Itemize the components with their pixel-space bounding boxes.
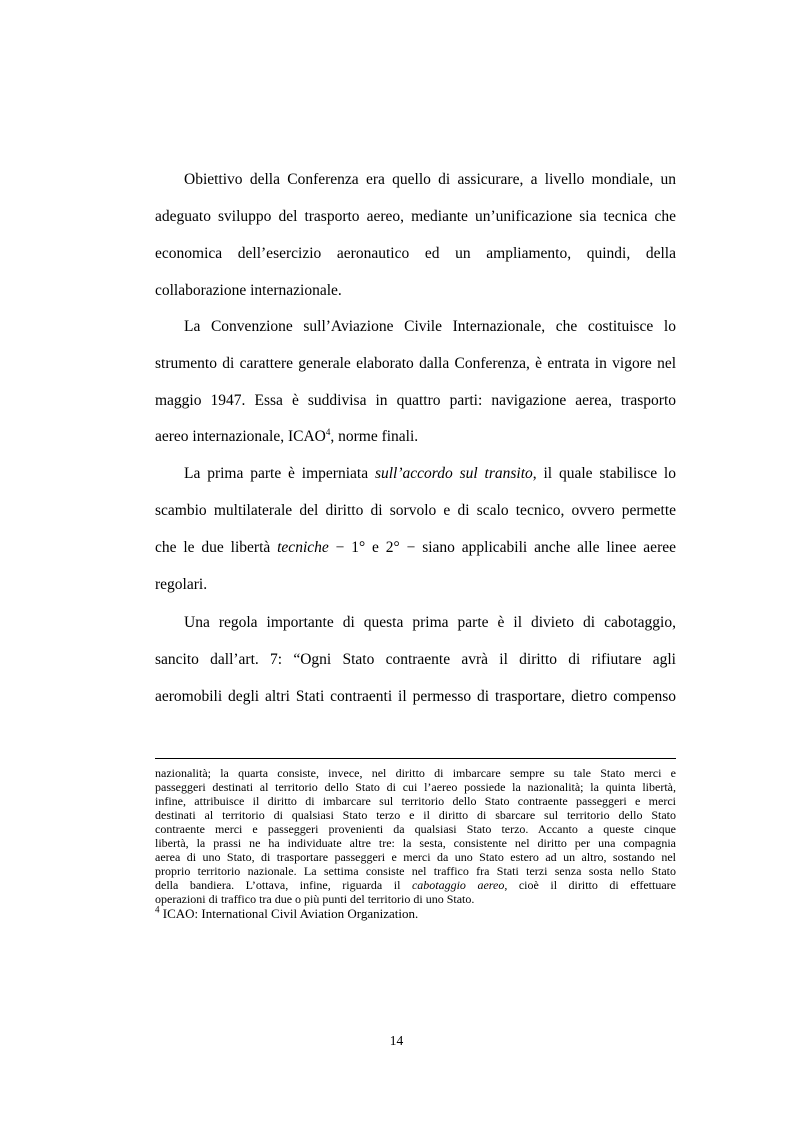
body-line: che le due libertà tecniche − 1° e 2° − siano applicabili anche alle linee aeree [155,539,676,556]
body-line: scambio multilaterale del diritto di sorvolo e di scalo tecnico, ovvero permette [155,502,676,519]
footnote-line: operazioni di traffico tra due o più punti del territorio di uno Stato. [155,892,475,906]
footnote-ref: 4 [325,426,331,437]
body-line: regolari. [155,576,208,593]
body-line: strumento di carattere generale elaborato dalla Conferenza, è entrata in vigore nel [155,355,676,372]
body-line: collaborazione internazionale. [155,282,342,299]
footnote-line: proprio territorio nazionale. La settima consiste nel traffico fra Stati terzi senza sosta nello Stato [155,864,676,878]
page-number: 14 [389,1033,404,1048]
footnote-line: destinati al territorio di qualsiasi Stato terzo e il diritto di sbarcare sul territorio dello Stato [155,808,676,822]
footnote-line: aerea di uno Stato, di trasportare passeggeri e merci da uno Stato estero ad un altro, sostando nel [155,850,676,864]
body-line: maggio 1947. Essa è suddivisa in quattro parti: navigazione aerea, trasporto [155,392,676,409]
body-line: aereo internazionale, ICAO$^4$, norme finali. [155,426,419,445]
body-line: sancito dall’art. 7: “Ogni Stato contraente avrà il diritto di rifiutare agli [155,651,676,668]
body-line: economica dell’esercizio aeronautico ed un ampliamento, quindi, della [155,245,676,262]
footnote-line: libertà, la prassi ne ha individuate altre tre: la sesta, consistente nel diritto per una compagnia [155,836,676,850]
footnote-line: infine, attribuisce il diritto di imbarcare sul territorio dello Stato contraente passeggeri e merci [155,794,676,808]
body-line: adeguato sviluppo del trasporto aereo, mediante un’unificazione sia tecnica che [155,208,676,225]
body-line: Obiettivo della Conferenza era quello di assicurare, a livello mondiale, un [184,171,676,188]
footnote-line: nazionalità; la quarta consiste, invece, nel diritto di imbarcare sempre su tale Stato merci e [155,766,676,780]
footnote-line: passeggeri destinati al territorio dello Stato di cui l’aereo possiede la nazionalità; la quinta libertà, [155,780,676,794]
footnote-line: contraente merci e passeggeri provenienti da qualsiasi Stato terzo. Accanto a queste cinque [155,822,676,836]
footnote-line: della bandiera. L’ottava, infine, riguarda il cabotaggio aereo, cioè il diritto di effettuare [155,878,676,892]
body-line: La prima parte è imperniata sull’accordo sul transito, il quale stabilisce lo [184,465,676,482]
footnote-4: $^4$ ICAO: International Civil Aviation Organization. [155,904,419,921]
body-line: La Convenzione sull’Aviazione Civile Internazionale, che costituisce lo [184,318,676,335]
footnote-marker: 4 [155,904,160,915]
footnote-separator [155,758,676,759]
body-line: aeromobili degli altri Stati contraenti il permesso di trasportare, dietro compenso [155,688,676,705]
body-line: Una regola importante di questa prima parte è il divieto di cabotaggio, [184,614,676,631]
